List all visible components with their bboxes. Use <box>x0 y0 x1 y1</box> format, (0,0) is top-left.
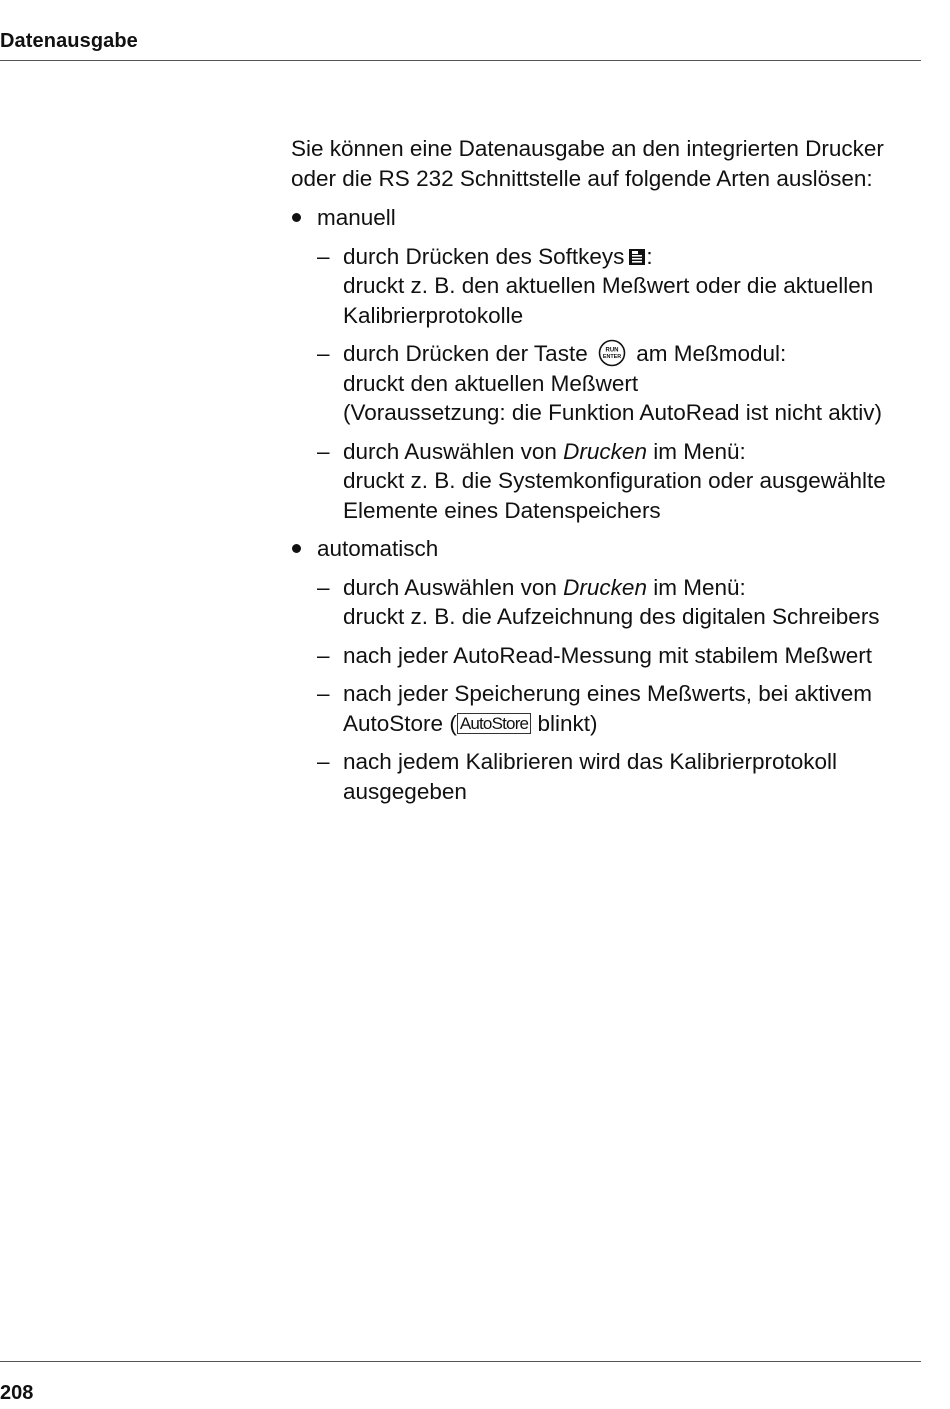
main-content <box>291 134 931 815</box>
item-line: druckt z. B. die Aufzeichnung des digitalen Schreibers <box>343 604 880 629</box>
item-text: durch Auswählen von <box>343 438 557 464</box>
item-line: druckt den aktuellen Meßwert <box>343 370 639 396</box>
page-number: 208 <box>0 1382 34 1404</box>
dash-marker: – <box>317 243 330 269</box>
item-text: im Menü: <box>653 574 746 600</box>
dash-marker: – <box>317 574 330 600</box>
item-line: nach jedem Kalibrieren wird das Kalibrierprotokoll <box>343 749 837 774</box>
bullet-dot-icon <box>292 544 301 553</box>
item-line: ausgegeben <box>343 778 467 804</box>
list-item <box>291 339 931 428</box>
dash-marker: – <box>317 681 330 706</box>
menu-term: Drucken <box>563 574 647 600</box>
item-suffix: : <box>646 243 653 269</box>
item-text: durch Drücken des Softkeys <box>343 243 625 269</box>
item-line <box>343 709 931 739</box>
dash-marker: – <box>317 749 330 774</box>
item-line: Elemente eines Datenspeichers <box>343 497 661 523</box>
item-line <box>343 573 931 603</box>
bullet-automatic-label: automatisch <box>317 536 439 561</box>
manual-list <box>291 242 931 526</box>
run-key-bottom-label: ENTER <box>602 354 622 360</box>
bullet-dot-icon <box>292 213 301 222</box>
item-line: (Voraussetzung: die Funktion AutoRead ist nicht aktiv) <box>343 400 883 425</box>
bullet-manual-label: manuell <box>317 205 396 230</box>
item-line: druckt z. B. die Systemkonfiguration oder ausgewählte <box>343 468 886 493</box>
automatic-list <box>291 573 931 807</box>
list-item <box>291 679 931 738</box>
intro-line-1: Sie können eine Datenausgabe an den integrierten Drucker <box>291 136 884 161</box>
item-line: Kalibrierprotokolle <box>343 302 524 328</box>
run-key-top-label: RUN <box>605 347 619 354</box>
autostore-indicator-badge: AutoStore <box>457 713 531 734</box>
menu-term: Drucken <box>563 438 647 464</box>
dash-marker: – <box>317 642 330 668</box>
footer-divider <box>0 1361 921 1362</box>
item-line: nach jeder Speicherung eines Meßwerts, bei aktivem <box>343 681 873 706</box>
printer-softkey-icon <box>628 248 646 266</box>
item-text: blinkt) <box>537 710 598 736</box>
bullet-manual <box>291 203 931 233</box>
item-line <box>343 339 931 369</box>
dash-marker: – <box>317 341 330 366</box>
list-item <box>291 641 931 671</box>
item-line <box>343 242 931 272</box>
dash-marker: – <box>317 438 330 464</box>
intro-line-2: oder die RS 232 Schnittstelle auf folgende Arten auslösen: <box>291 165 873 191</box>
item-text: AutoStore ( <box>343 710 457 736</box>
page-header-title: Datenausgabe <box>0 30 138 52</box>
item-text: durch Drücken der Taste <box>343 341 588 366</box>
bullet-automatic <box>291 534 931 564</box>
list-item <box>291 573 931 632</box>
item-text: im Menü: <box>653 438 746 464</box>
item-line <box>343 437 931 467</box>
intro-paragraph <box>291 134 931 193</box>
run-enter-key-icon <box>598 339 626 367</box>
list-item <box>291 747 931 806</box>
list-item <box>291 437 931 526</box>
item-line: druckt z. B. den aktuellen Meßwert oder die aktuellen <box>343 273 874 298</box>
item-line: nach jeder AutoRead-Messung mit stabilem Meßwert <box>343 642 872 668</box>
list-item <box>291 242 931 331</box>
header-divider <box>0 60 921 61</box>
item-text: durch Auswählen von <box>343 574 557 600</box>
item-text: am Meßmodul: <box>636 341 787 366</box>
